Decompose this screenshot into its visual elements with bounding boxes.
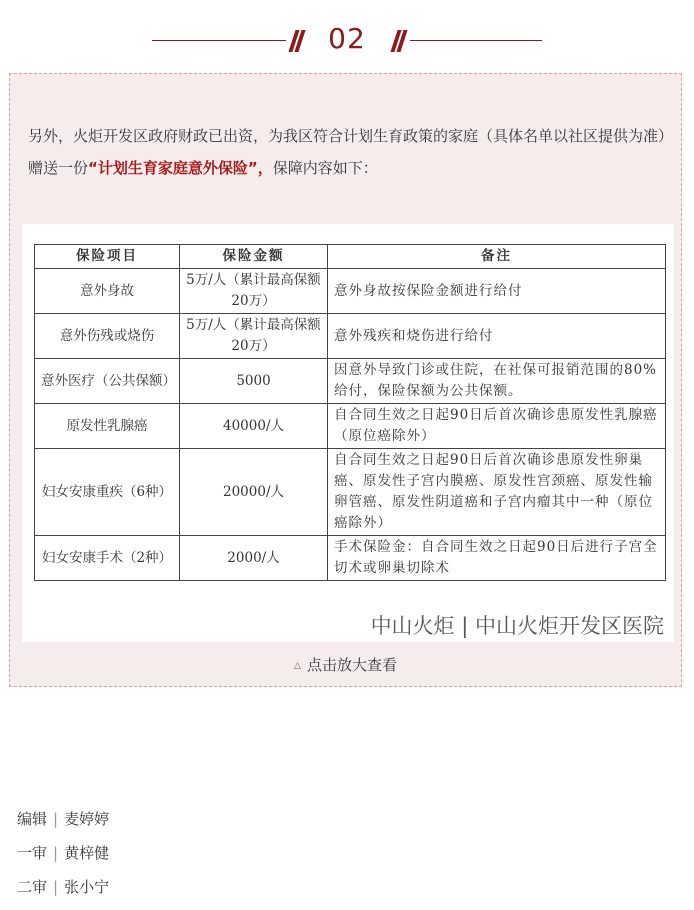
header-note: 备注 [328, 245, 666, 269]
content-panel [9, 73, 682, 687]
cell-note: 手术保险金：自合同生效之日起90日后进行子宫全切术或卵巢切除术 [328, 536, 666, 581]
table-row [35, 314, 666, 359]
triangle-up-icon: △ [294, 661, 301, 671]
credit-separator: | [53, 878, 59, 896]
table-header-row [35, 245, 666, 269]
cell-note: 意外残疾和烧伤进行给付 [328, 314, 666, 359]
table-row [35, 536, 666, 581]
intro-text-after: 保障内容如下： [272, 159, 378, 177]
cell-amount: 2000/人 [180, 536, 328, 581]
credit-role: 一审 [17, 844, 48, 862]
header-item: 保险项目 [35, 245, 180, 269]
credit-role: 二审 [17, 878, 48, 896]
cell-note: 因意外导致门诊或住院，在社保可报销范围的80%给付，保险保额为公共保额。 [328, 359, 666, 404]
credit-line [17, 870, 109, 904]
cell-amount: 40000/人 [180, 404, 328, 449]
cell-amount: 5万/人（累计最高保额20万） [180, 314, 328, 359]
header-right-line [410, 40, 542, 41]
intro-paragraph [28, 120, 668, 184]
credit-line [17, 836, 109, 870]
header-left-line [152, 40, 286, 41]
cell-item: 妇女安康手术（2种） [35, 536, 180, 581]
image-watermark: 中山火炬 | 中山火炬开发区医院 [370, 614, 664, 638]
credit-role: 编辑 [17, 810, 48, 828]
insurance-table-image[interactable] [22, 224, 674, 642]
cell-note: 意外身故按保险金额进行给付 [328, 269, 666, 314]
credit-name: 黄梓健 [64, 844, 110, 862]
table-row [35, 359, 666, 404]
credit-name: 麦婷婷 [64, 810, 110, 828]
cell-note: 自合同生效之日起90日后首次确诊患原发性卵巢癌、原发性子宫内膜癌、原发性宫颈癌、原发性输卵管癌、原发性阴道癌和子宫内瘤其中一种（原位癌除外） [328, 449, 666, 536]
cell-amount: 5万/人（累计最高保额20万） [180, 269, 328, 314]
intro-highlight: “计划生育家庭意外保险”， [88, 159, 273, 177]
table-row [35, 269, 666, 314]
enlarge-hint[interactable] [10, 654, 681, 675]
credit-name: 张小宁 [64, 878, 110, 896]
cell-item: 意外医疗（公共保额） [35, 359, 180, 404]
credit-separator: | [53, 810, 59, 828]
enlarge-hint-text: 点击放大查看 [306, 656, 397, 674]
credit-separator: | [53, 844, 59, 862]
cell-item: 原发性乳腺癌 [35, 404, 180, 449]
header-amount: 保险金额 [180, 245, 328, 269]
section-number: 02 [328, 22, 366, 55]
section-header [0, 18, 694, 62]
cell-amount: 5000 [180, 359, 328, 404]
cell-item: 妇女安康重疾（6种） [35, 449, 180, 536]
table-row [35, 449, 666, 536]
insurance-table [34, 244, 666, 581]
credits [17, 802, 109, 904]
cell-item: 意外身故 [35, 269, 180, 314]
table-row [35, 404, 666, 449]
intro-text-before: 另外，火炬开发区政府财政已出资，为我区符合计划生育政策的家庭（具体名单以社区提供为准）赠送一份 [28, 127, 666, 177]
credit-line [17, 802, 109, 836]
cell-amount: 20000/人 [180, 449, 328, 536]
cell-note: 自合同生效之日起90日后首次确诊患原发性乳腺癌（原位癌除外） [328, 404, 666, 449]
cell-item: 意外伤残或烧伤 [35, 314, 180, 359]
